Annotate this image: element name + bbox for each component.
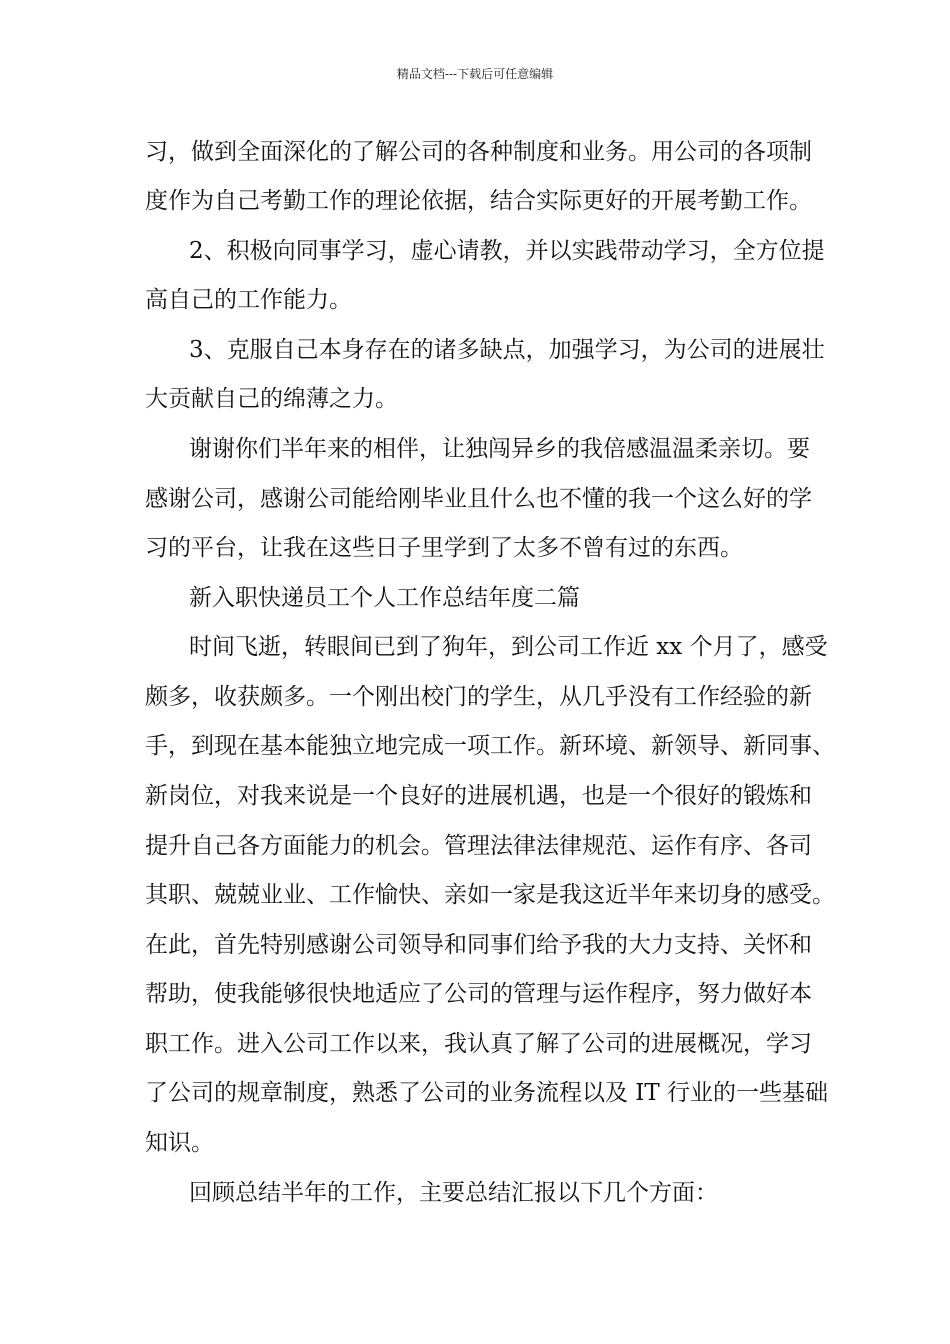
text-line: 知识。 bbox=[145, 1130, 214, 1156]
text-line: 谢谢你们半年来的相伴，让独闯异乡的我倍感温温柔亲切。要 bbox=[189, 436, 810, 462]
text-line: 时间飞逝，转眼间已到了狗年，到公司工作近 xx 个月了，感受 bbox=[189, 634, 828, 660]
text-line: 习，做到全面深化的了解公司的各种制度和业务。用公司的各项制 bbox=[145, 139, 812, 165]
text-line: 在此，首先特别感谢公司领导和同事们给予我的大力支持、关怀和 bbox=[145, 932, 812, 958]
text-line: 高自己的工作能力。 bbox=[145, 287, 352, 313]
text-line: 新岗位，对我来说是一个良好的进展机遇，也是一个很好的锻炼和 bbox=[145, 783, 812, 809]
text-line: 手，到现在基本能独立地完成一项工作。新环境、新领导、新同事、 bbox=[145, 733, 835, 759]
text-line: 度作为自己考勤工作的理论依据，结合实际更好的开展考勤工作。 bbox=[145, 188, 812, 214]
text-line: 其职、兢兢业业、工作愉快、亲如一家是我这近半年来切身的感受。 bbox=[145, 882, 835, 908]
page-header: 精品文档---下载后可任意编辑 bbox=[396, 67, 554, 81]
section-title: 新入职快递员工个人工作总结年度二篇 bbox=[189, 585, 580, 611]
text-line: 2、积极向同事学习，虚心请教，并以实践带动学习，全方位提 bbox=[189, 238, 825, 264]
text-line: 感谢公司，感谢公司能给刚毕业且什么也不懂的我一个这么好的学 bbox=[145, 486, 812, 512]
text-line: 颇多，收获颇多。一个刚出校门的学生，从几乎没有工作经验的新 bbox=[145, 684, 812, 710]
text-line: 3、克服自己本身存在的诸多缺点，加强学习，为公司的进展壮 bbox=[189, 337, 825, 363]
text-line: 习的平台，让我在这些日子里学到了太多不曾有过的东西。 bbox=[145, 535, 743, 561]
text-line: 帮助，使我能够很快地适应了公司的管理与运作程序，努力做好本 bbox=[145, 981, 812, 1007]
text-line: 回顾总结半年的工作，主要总结汇报以下几个方面： bbox=[189, 1180, 718, 1206]
text-line: 职工作。进入公司工作以来，我认真了解了公司的进展概况，学习 bbox=[145, 1031, 812, 1057]
text-line: 大贡献自己的绵薄之力。 bbox=[145, 386, 398, 412]
text-line: 了公司的规章制度，熟悉了公司的业务流程以及 IT 行业的一些基础 bbox=[145, 1080, 829, 1106]
text-line: 提升自己各方面能力的机会。管理法律法律规范、运作有序、各司 bbox=[145, 833, 812, 859]
